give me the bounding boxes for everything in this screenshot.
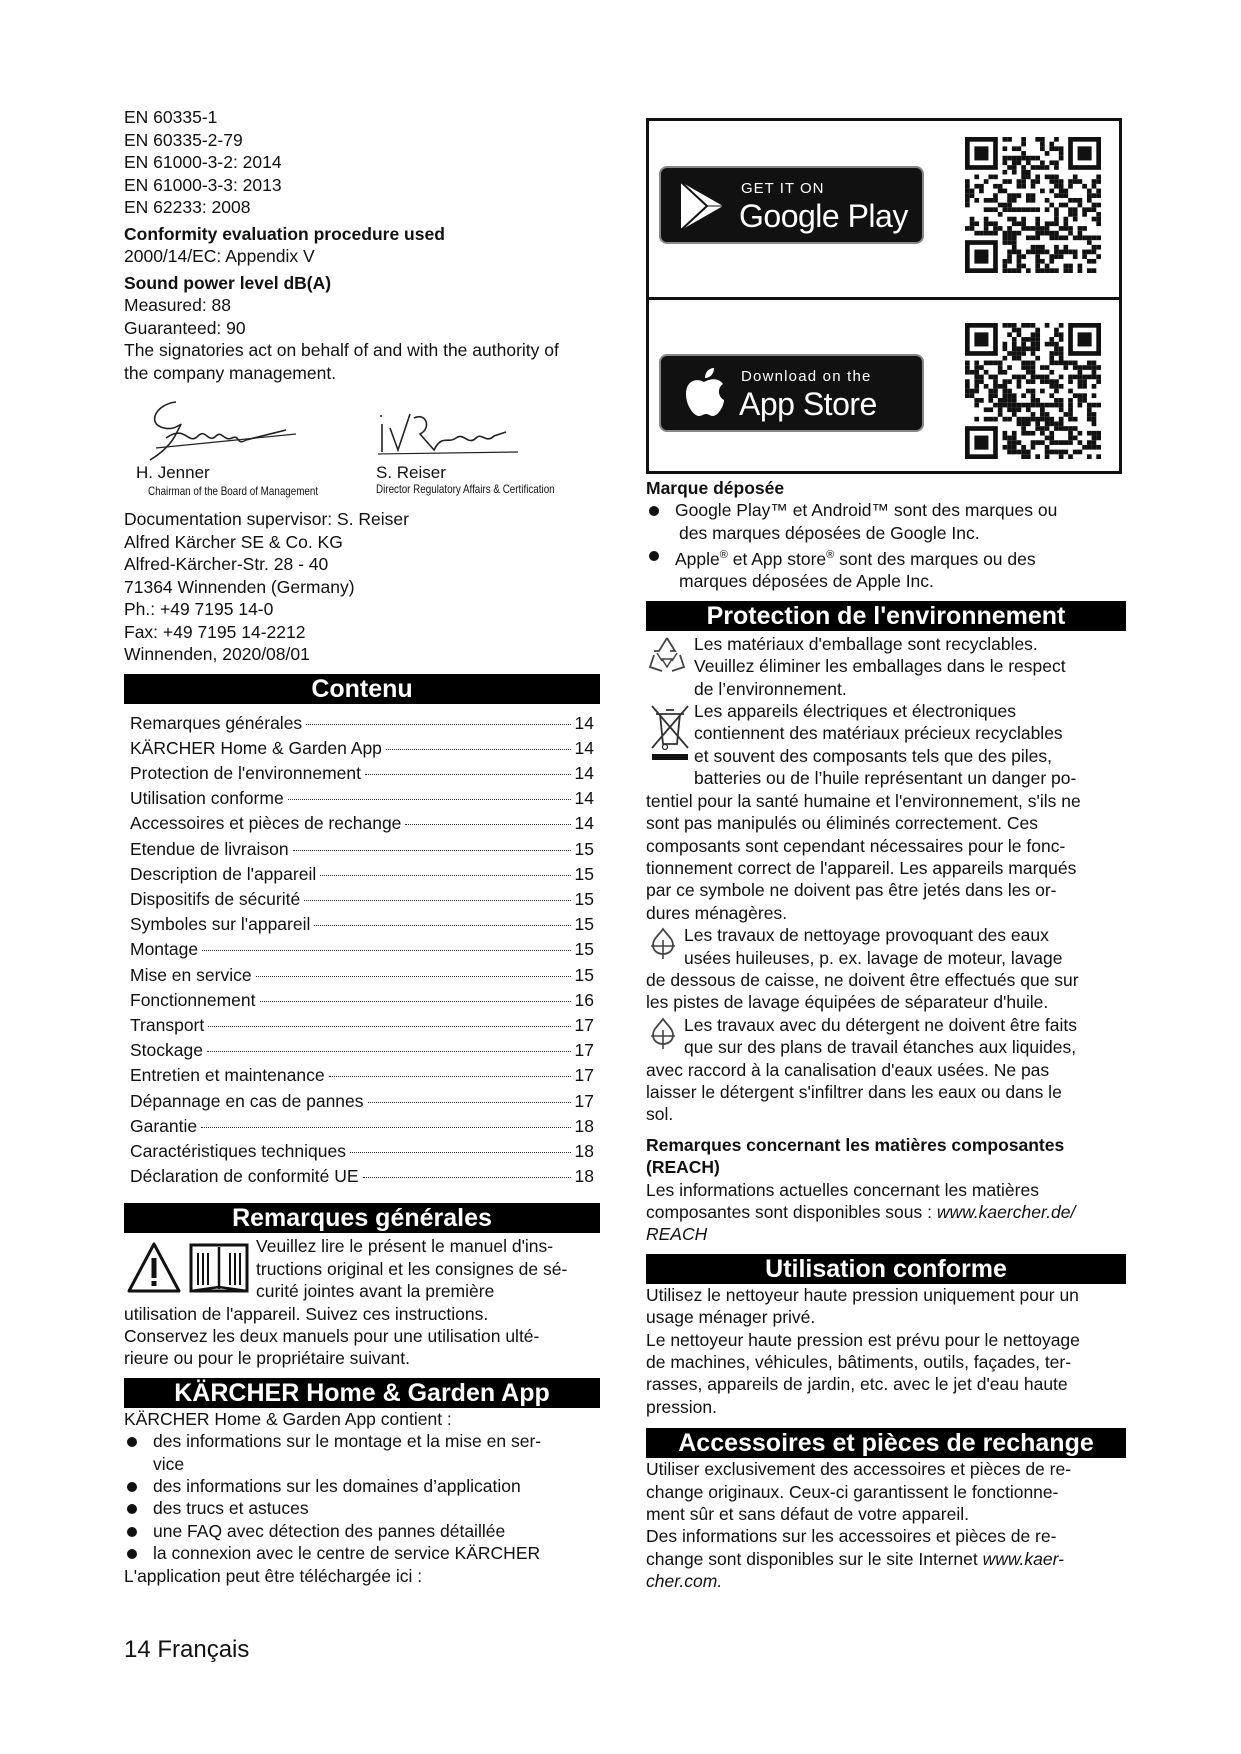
signature-name: H. Jenner (136, 463, 210, 482)
water-protection-icon (648, 1016, 678, 1050)
reach-heading: Remarques concernant les matières composantes (646, 1134, 1065, 1155)
signatures (124, 384, 600, 498)
standard-item: EN 60335-2-79 (124, 129, 243, 150)
conformity-value: 2000/14/EC: Appendix V (124, 246, 315, 266)
toc-row[interactable]: Transport 17 (130, 1014, 594, 1035)
environment-line: sont pas manipulés ou éliminés correctement. Ces (646, 813, 1038, 834)
environment-line: sol. (646, 1104, 674, 1125)
utilisation-line: de machines, véhicules, bâtiments, outils, façades, ter- (646, 1352, 1072, 1373)
google-play-small-text: GET IT ON (741, 180, 825, 197)
environment-line: de l’environnement. (694, 678, 847, 699)
toc-row[interactable]: Dispositifs de sécurité 15 (130, 888, 594, 909)
environment-heading: Protection de l'environnement (646, 601, 1126, 631)
app-bullet: des informations sur le montage et la mise en ser- (124, 1430, 600, 1452)
trademark-bullet-continuation: marques déposées de Apple Inc. (679, 571, 934, 592)
environment-line: Les appareils électriques et électroniques (694, 701, 1016, 722)
recycling-icon (648, 635, 686, 675)
environment-line: les pistes de lavage équipées de séparateur d'huile. (646, 992, 1049, 1013)
remarques-line: Veuillez lire le présent le manuel d'ins- (256, 1236, 554, 1257)
remarques-icons (126, 1241, 252, 1297)
app-intro: KÄRCHER Home & Garden App contient : (124, 1408, 452, 1429)
toc-row[interactable]: Déclaration de conformité UE 18 (130, 1166, 594, 1187)
reach-heading: (REACH) (646, 1157, 720, 1178)
environment-line: tionnement correct de l'appareil. Les appareils marqués (646, 857, 1077, 878)
environment-line: tentiel pour la santé humaine et l'environnement, s'ils ne (646, 790, 1081, 811)
environment-line: que sur des plans de travail étanches aux liquides, (684, 1037, 1077, 1058)
remarques-line: rieure ou pour le propriétaire suivant. (124, 1348, 410, 1369)
environment-line: Les matériaux d'emballage sont recyclables. (694, 633, 1038, 654)
remarques-line: Conservez les deux manuels pour une utilisation ulté- (124, 1325, 540, 1346)
table-of-contents (124, 711, 600, 1190)
left-column (124, 106, 600, 1587)
signatories-text: The signatories act on behalf of and with the authority of (124, 340, 559, 360)
toc-row[interactable]: Symboles sur l'appareil 15 (130, 914, 594, 935)
utilisation-line: Le nettoyeur haute pression est prévu pour le nettoyage (646, 1329, 1080, 1350)
water-protection-icon (648, 926, 678, 960)
app-store-big-text: App Store (739, 386, 877, 422)
environment-line: avec raccord à la canalisation d'eaux usées. Ne pas (646, 1059, 1050, 1080)
reach-link[interactable]: REACH (646, 1224, 708, 1245)
store-box-divider (649, 297, 1119, 300)
remarques-line: tructions original et les consignes de sé- (256, 1258, 568, 1279)
reach-link[interactable]: www.kaercher.de/ (936, 1202, 1076, 1223)
environment-line: contiennent des matériaux précieux recyclables (694, 723, 1063, 744)
signature-reiser (376, 404, 526, 460)
toc-row[interactable]: KÄRCHER Home & Garden App 14 (130, 737, 594, 758)
apple-icon (681, 366, 727, 420)
app-store-qr-code[interactable] (965, 323, 1101, 459)
accessoires-link[interactable]: cher.com. (646, 1571, 723, 1592)
utilisation-line: rasses, appareils de jardin, etc. avec le jet d'eau haute (646, 1374, 1068, 1395)
app-heading: KÄRCHER Home & Garden App (124, 1378, 600, 1408)
environment-section (646, 633, 1126, 1126)
remarques-heading: Remarques générales (124, 1203, 600, 1233)
environment-line: laisser le détergent s'infiltrer dans les eaux ou dans le (646, 1081, 1062, 1102)
app-store-small-text: Download on the (741, 368, 872, 385)
environment-line: et souvent des composants tels que des piles, (694, 745, 1052, 766)
standard-item: EN 62233: 2008 (124, 197, 251, 217)
utilisation-line: usage ménager privé. (646, 1307, 816, 1328)
accessoires-line: Des informations sur les accessoires et pièces de re- (646, 1526, 1057, 1547)
remarques-section (124, 1235, 600, 1369)
google-play-badge[interactable] (659, 166, 924, 244)
utilisation-line: Utilisez le nettoyeur haute pression uniquement pour un (646, 1284, 1079, 1305)
sound-heading: Sound power level dB(A) (124, 272, 332, 293)
accessoires-heading: Accessoires et pièces de rechange (646, 1428, 1126, 1458)
app-store-box (646, 118, 1122, 474)
app-bullet: une FAQ avec détection des pannes détaillée (124, 1520, 600, 1542)
toc-row[interactable]: Fonctionnement 16 (130, 989, 594, 1010)
environment-line: Veuillez éliminer les emballages dans le respect (694, 656, 1066, 677)
toc-row[interactable]: Stockage 17 (130, 1040, 594, 1061)
app-store-badge[interactable] (659, 354, 924, 432)
signature-title: Chairman of the Board of Management (148, 484, 319, 498)
sound-guaranteed: Guaranteed: 90 (124, 317, 246, 338)
address-line: Alfred-Kärcher-Str. 28 - 40 (124, 554, 329, 574)
google-play-icon (677, 179, 727, 233)
address-line: Winnenden, 2020/08/01 (124, 644, 310, 664)
contenu-heading: Contenu (124, 674, 600, 704)
environment-line: de dessous de caisse, ne doivent être effectués que sur (646, 969, 1079, 990)
toc-row[interactable]: Etendue de livraison 15 (130, 838, 594, 859)
app-outro: L'application peut être téléchargée ici : (124, 1565, 423, 1586)
remarques-line: curité jointes avant la première (256, 1281, 495, 1302)
environment-line: par ce symbole ne doivent pas être jetés dans les or- (646, 880, 1057, 901)
toc-row[interactable]: Mise en service 15 (130, 964, 594, 985)
address-line: 71364 Winnenden (Germany) (124, 576, 355, 597)
warning-icon (126, 1241, 182, 1295)
toc-row[interactable]: Caractéristiques techniques 18 (130, 1140, 594, 1161)
standard-item: EN 61000-3-2: 2014 (124, 152, 282, 172)
trademark-bullet: Apple® et App store® sont des marques ou des (646, 544, 1126, 570)
utilisation-line: pression. (646, 1396, 718, 1417)
environment-line: dures ménagères. (646, 902, 788, 923)
signature-title: Director Regulatory Affairs & Certification (376, 482, 555, 496)
toc-row[interactable]: Protection de l'environnement 14 (130, 762, 594, 783)
environment-line: usées huileuses, p. ex. lavage de moteur, lavage (684, 947, 1063, 968)
trademark-heading: Marque déposée (646, 478, 785, 498)
environment-line: batteries ou de l’huile représentant un danger po- (694, 768, 1077, 789)
accessoires-link[interactable]: www.kaer- (982, 1548, 1064, 1569)
app-bullet: la connexion avec le centre de service KÄRCHER (124, 1542, 600, 1564)
signature-jenner (136, 394, 306, 466)
google-play-qr-code[interactable] (965, 137, 1101, 273)
app-bullet: des informations sur les domaines d’application (124, 1475, 600, 1497)
accessoires-line: change sont disponibles sur le site Internet www.kaer- (646, 1548, 1064, 1569)
manual-book-icon (188, 1241, 250, 1295)
reach-line: Les informations actuelles concernant les matières (646, 1179, 1039, 1200)
toc-row[interactable]: Accessoires et pièces de rechange 14 (130, 813, 594, 834)
page-footer: 14 Français (124, 1636, 250, 1663)
toc-row[interactable]: Garantie 18 (130, 1115, 594, 1136)
address-line: Fax: +49 7195 14-2212 (124, 621, 306, 642)
reach-line: composantes sont disponibles sous : www.kaercher.de/ (646, 1202, 1076, 1223)
standard-item: EN 60335-1 (124, 107, 218, 127)
crossed-bin-icon (648, 702, 692, 762)
signature-name: S. Reiser (376, 463, 446, 482)
toc-row[interactable]: Dépannage en cas de pannes 17 (130, 1090, 594, 1111)
accessoires-line: Utiliser exclusivement des accessoires et pièces de re- (646, 1459, 1072, 1480)
signatories-text: the company management. (124, 362, 337, 383)
address-line: Ph.: +49 7195 14-0 (124, 599, 274, 619)
standard-item: EN 61000-3-3: 2013 (124, 174, 282, 195)
toc-row[interactable]: Entretien et maintenance 17 (130, 1065, 594, 1086)
standards-list (124, 106, 600, 219)
utilisation-heading: Utilisation conforme (646, 1254, 1126, 1284)
environment-line: Les travaux de nettoyage provoquant des eaux (684, 925, 1049, 946)
environment-line: Les travaux avec du détergent ne doivent être faits (684, 1014, 1078, 1035)
toc-row[interactable]: Utilisation conforme 14 (130, 788, 594, 809)
conformity-heading: Conformity evaluation procedure used (124, 223, 445, 244)
right-column (646, 118, 1126, 1593)
sound-measured: Measured: 88 (124, 295, 232, 315)
address-block (124, 508, 600, 666)
trademark-bullet-continuation: des marques déposées de Google Inc. (679, 522, 980, 543)
app-bullet: des trucs et astuces (124, 1497, 600, 1519)
accessoires-line: change originaux. Ceux-ci garantissent le fonctionne- (646, 1481, 1059, 1502)
trademark-bullet: Google Play™ et Android™ sont des marques ou (646, 499, 1126, 521)
address-line: Documentation supervisor: S. Reiser (124, 509, 409, 529)
google-play-big-text: Google Play (739, 198, 908, 234)
address-line: Alfred Kärcher SE & Co. KG (124, 531, 343, 552)
toc-row[interactable]: Montage 15 (130, 939, 594, 960)
accessoires-line: ment sûr et sans défaut de votre appareil. (646, 1504, 969, 1525)
environment-line: composants sont cependant nécessaires pour le fonc- (646, 835, 1066, 856)
toc-row[interactable]: Remarques générales 14 (130, 712, 594, 733)
toc-row[interactable]: Description de l'appareil 15 (130, 863, 594, 884)
app-bullet-continuation: vice (153, 1453, 185, 1474)
remarques-line: utilisation de l'appareil. Suivez ces instructions. (124, 1303, 489, 1324)
